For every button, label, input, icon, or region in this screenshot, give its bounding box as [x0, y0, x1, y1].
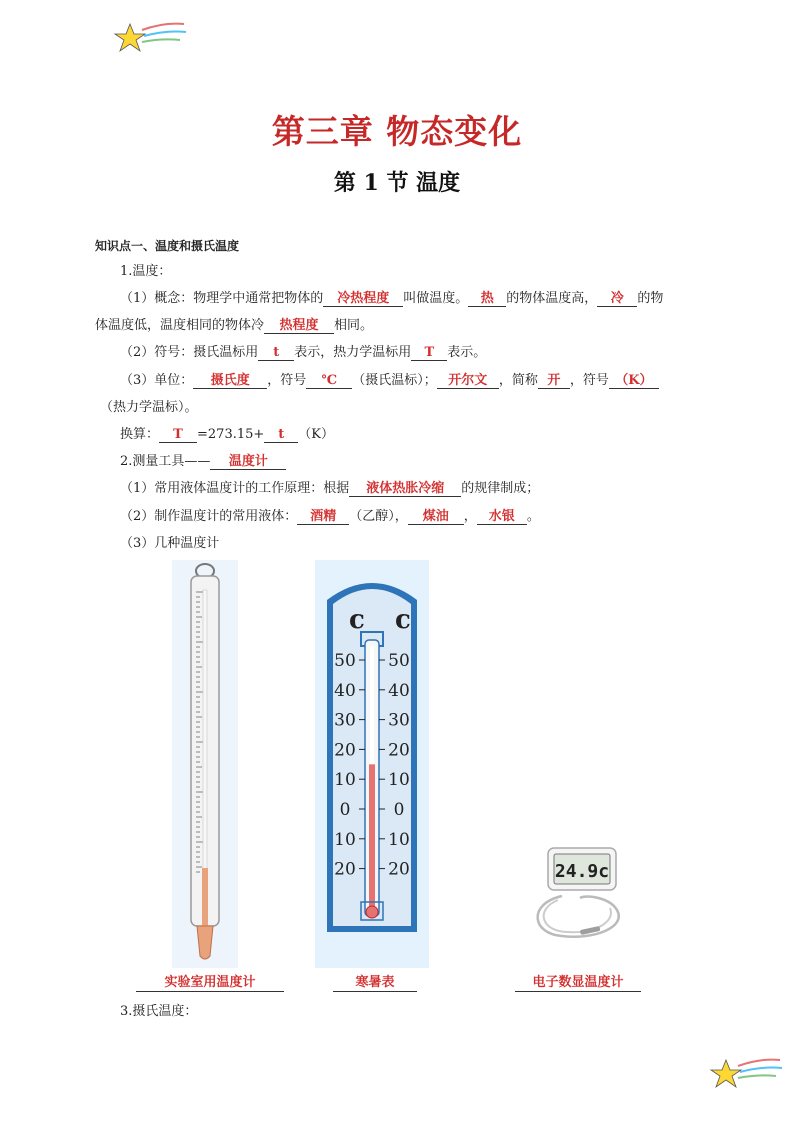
caption-digital-thermometer: 电子数显温度计	[515, 975, 641, 992]
answer-blank: 冷	[597, 292, 637, 307]
unit-line-1: （3）单位： 摄氏度 ，符号 ℃ （摄氏温标）； 开尔文 ，简称 开 ，符号 （K）	[120, 373, 659, 389]
answer-blank: T	[159, 428, 197, 443]
scale-label: 30	[388, 710, 410, 731]
scale-label: 20	[334, 740, 356, 761]
answer-blank: 酒精	[297, 510, 349, 525]
answer-blank: 液体热胀冷缩	[349, 482, 461, 497]
scale-label: 0	[339, 800, 351, 820]
scale-label: 0	[393, 800, 405, 820]
scale-label: 10	[334, 770, 356, 791]
answer-blank: T	[411, 346, 447, 361]
answer-blank: t	[258, 346, 294, 361]
digital-thermometer-image	[532, 836, 632, 956]
unit-label-right: c	[395, 605, 411, 635]
section-title: 第 1 节 温度	[333, 170, 461, 196]
conversion-line: 换算： T =273.15+ t （K）	[120, 427, 335, 442]
shooting-star-icon	[708, 1052, 786, 1096]
caption-lab-thermometer: 实验室用温度计	[136, 975, 284, 992]
answer-blank: ℃	[306, 374, 352, 389]
scale-label: 30	[334, 710, 356, 731]
answer-blank: t	[264, 428, 298, 443]
answer-blank: 温度计	[210, 455, 286, 470]
shooting-star-icon	[112, 18, 190, 60]
answer-blank: （K）	[609, 374, 659, 389]
scale-label: 10	[388, 770, 410, 791]
item-1-heading: 1.温度：	[120, 264, 172, 279]
scale-label: 50	[388, 651, 410, 671]
digital-display-reading: 24.9c	[554, 861, 610, 882]
answer-blank: 煤油	[408, 510, 464, 525]
scale-label: 40	[334, 680, 356, 701]
answer-blank: 热	[468, 292, 506, 307]
scale-label: 40	[388, 680, 410, 701]
scale-label: 20	[388, 859, 410, 880]
answer-blank: 摄氏度	[193, 374, 267, 389]
scale-label: 20	[334, 859, 356, 880]
unit-label-left: c	[349, 605, 365, 635]
answer-blank: 开尔文	[437, 374, 499, 389]
concept-line-1: （1）概念：物理学中通常把物体的 冷热程度 叫做温度。 热 的物体温度高， 冷 的物	[120, 291, 664, 306]
concept-line-2: 体温度低，温度相同的物体冷 热程度 相同。	[95, 318, 374, 333]
answer-blank: 冷热程度	[323, 292, 403, 307]
lab-thermometer-image	[172, 560, 238, 968]
principle-line: （1）常用液体温度计的工作原理：根据 液体热胀冷缩 的规律制成；	[120, 481, 540, 496]
item-2-heading: 2.测量工具—— 温度计	[120, 454, 286, 470]
scale-label: 20	[388, 740, 410, 761]
liquids-line: （2）制作温度计的常用液体： 酒精 （乙醇）， 煤油 ， 水银 。	[120, 509, 540, 524]
knowledge-point-heading: 知识点一、温度和摄氏温度	[95, 239, 240, 253]
types-heading: （3）几种温度计	[120, 536, 220, 551]
unit-line-2: （热力学温标）。	[100, 400, 198, 415]
scale-label: 10	[334, 829, 356, 850]
wall-thermometer-image	[315, 560, 429, 968]
symbol-line: （2）符号：摄氏温标用 t 表示，热力学温标用 T 表示。	[120, 345, 487, 360]
scale-label: 50	[334, 651, 356, 671]
answer-blank: 水银	[477, 510, 527, 525]
caption-wall-thermometer: 寒暑表	[333, 975, 417, 992]
scale-label: 10	[388, 829, 410, 850]
item-3-heading: 3.摄氏温度：	[120, 1004, 198, 1019]
answer-blank: 热程度	[264, 319, 334, 334]
chapter-title: 第三章 物态变化	[271, 112, 523, 151]
answer-blank: 开	[538, 374, 570, 389]
liquid-column	[369, 764, 375, 910]
